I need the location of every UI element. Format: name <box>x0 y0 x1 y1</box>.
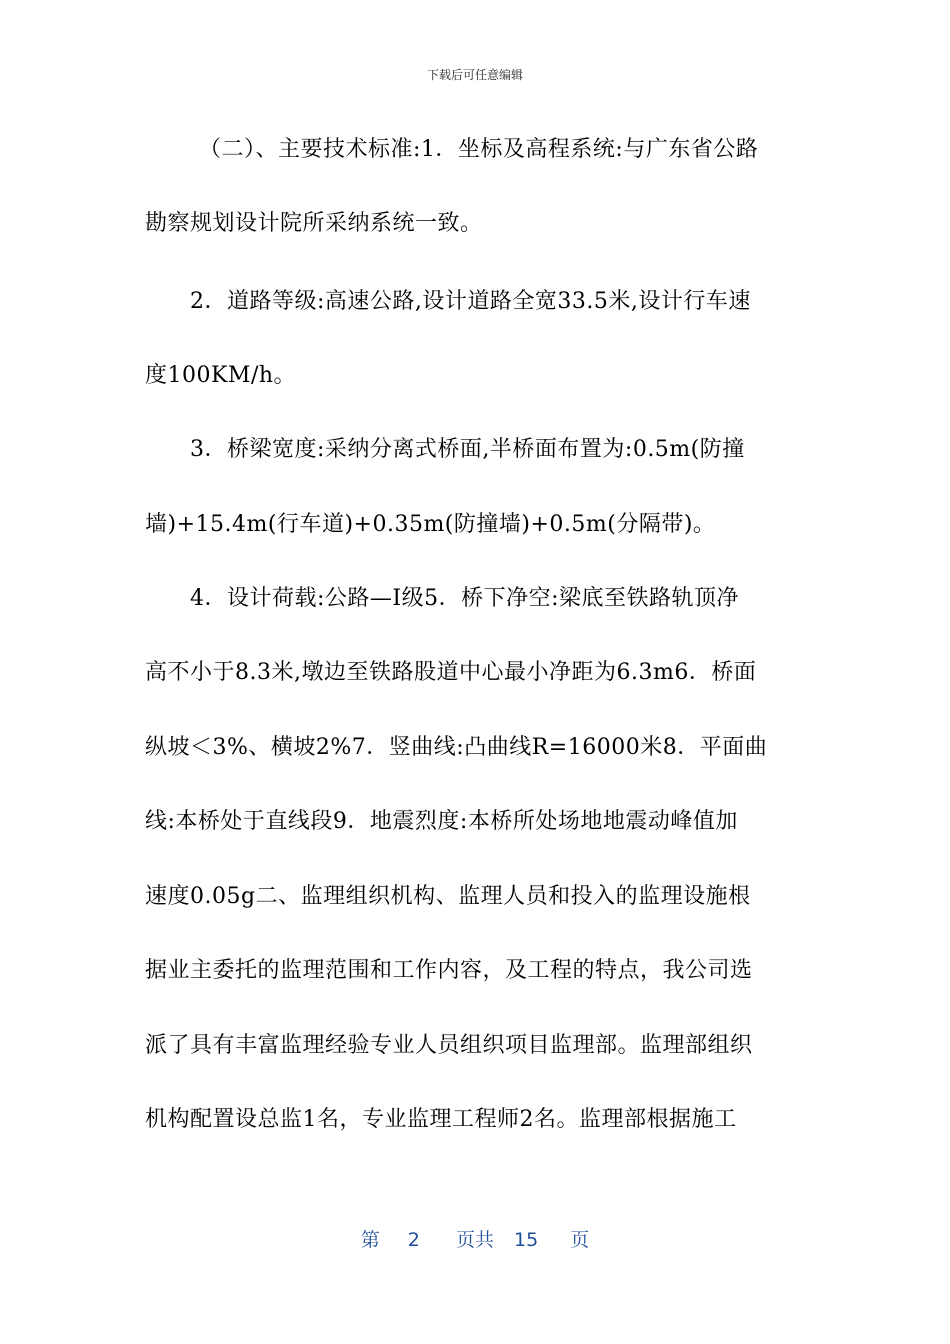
body-line: 3．桥梁宽度:采纳分离式桥面,半桥面布置为:0.5m(防撞 <box>190 437 745 462</box>
body-line: 度100KM/h。 <box>145 363 297 388</box>
body-line: 机构配置设总监1名，专业监理工程师2名。监理部根据施工 <box>145 1107 737 1132</box>
body-line: 据业主委托的监理范围和工作内容，及工程的特点，我公司选 <box>145 958 753 983</box>
body-line: 速度0.05g二、监理组织机构、监理人员和投入的监理设施根 <box>145 884 751 909</box>
page-number-footer <box>0 1225 950 1252</box>
footer-suffix: 页 <box>570 1229 590 1251</box>
body-line: 线:本桥处于直线段9．地震烈度:本桥所处场地地震动峰值加 <box>145 809 738 834</box>
body-line: 2．道路等级:高速公路,设计道路全宽33.5米,设计行车速 <box>190 289 751 314</box>
current-page-number: 2 <box>407 1229 420 1251</box>
footer-middle: 页共 <box>455 1229 494 1251</box>
page-header-note: 下载后可任意编辑 <box>426 68 523 82</box>
body-line: 派了具有丰富监理经验专业人员组织项目监理部。监理部组织 <box>145 1033 753 1058</box>
body-line: 勘察规划设计院所采纳系统一致。 <box>145 211 483 236</box>
total-pages-number: 15 <box>514 1229 539 1251</box>
body-line: 高不小于8.3米,墩边至铁路股道中心最小净距为6.3m6．桥面 <box>145 660 757 685</box>
body-line: 纵坡＜3%、横坡2%7．竖曲线:凸曲线R=16000米8．平面曲 <box>145 735 768 760</box>
body-line: 墙)+15.4m(行车道)+0.35m(防撞墙)+0.5m(分隔带)。 <box>145 512 716 537</box>
footer-prefix: 第 <box>360 1229 380 1251</box>
body-line: （二）、主要技术标准:1．坐标及高程系统:与广东省公路 <box>199 137 759 162</box>
body-line: 4．设计荷载:公路—Ⅰ级5．桥下净空:梁底至铁路轨顶净 <box>190 586 740 611</box>
